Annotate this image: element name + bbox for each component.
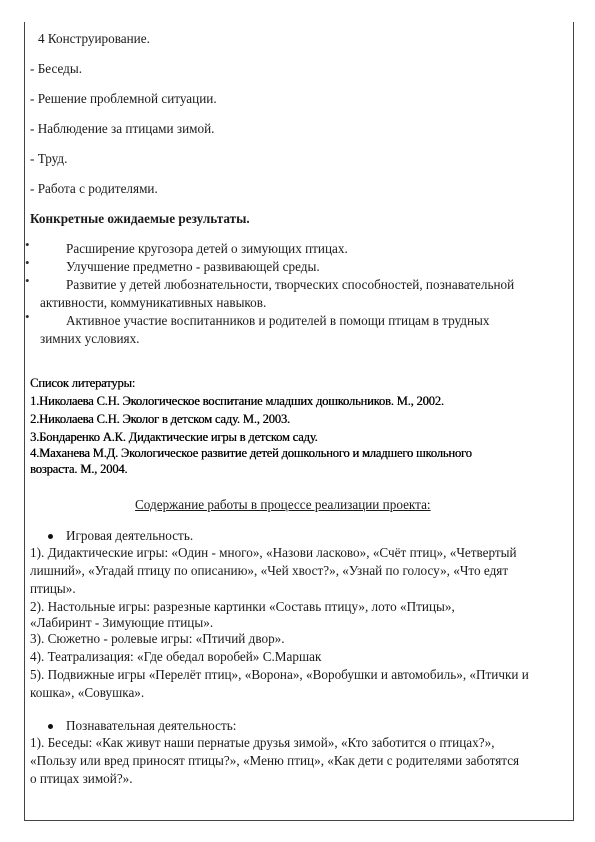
bullet-marker: • bbox=[25, 273, 30, 288]
bullet-dot bbox=[48, 724, 53, 729]
result-item-4: Активное участие воспитанников и родителей в помощи птицам в трудных bbox=[66, 313, 490, 328]
cognitive-line-3: о птицах зимой?». bbox=[30, 771, 133, 786]
result-item-1: Расширение кругозора детей о зимующих птицах. bbox=[66, 241, 348, 256]
cognitive-activity-heading: Познавательная деятельность: bbox=[66, 718, 237, 733]
result-item-3-cont: активности, коммуникативных навыков. bbox=[40, 295, 267, 310]
method-construction: 4 Конструирование. bbox=[38, 31, 150, 46]
literature-item-3: 3.Бондаренко А.К. Дидактические игры в детском саду. bbox=[30, 430, 318, 444]
literature-heading: Список литературы: bbox=[30, 376, 136, 390]
literature-item-4-cont: возраста. М., 2004. bbox=[30, 462, 128, 476]
bullet-dot bbox=[48, 534, 53, 539]
game-line-7: 4). Театрализация: «Где обедал воробей» С.Маршак bbox=[30, 649, 322, 664]
bullet-marker: • bbox=[25, 255, 30, 270]
content-title: Содержание работы в процессе реализации проекта: bbox=[135, 497, 431, 512]
game-line-2: лишний», «Угадай птицу по описанию», «Чей хвост?», «Узнай по голосу», «Что едят bbox=[30, 563, 509, 578]
game-line-8: 5). Подвижные игры «Перелёт птиц», «Ворона», «Воробушки и автомобиль», «Птички и bbox=[30, 667, 529, 682]
result-item-2: Улучшение предметно - развивающей среды. bbox=[66, 259, 320, 274]
literature-item-2: 2.Николаева С.Н. Эколог в детском саду. М., 2003. bbox=[30, 412, 290, 426]
cognitive-line-2: «Пользу или вред приносят птицы?», «Меню птиц», «Как дети с родителями заботятся bbox=[30, 753, 520, 768]
game-line-4: 2). Настольные игры: разрезные картинки «Составь птицу», лото «Птицы», bbox=[30, 599, 455, 614]
game-activity-heading: Игровая деятельность. bbox=[66, 528, 194, 543]
method-talks: - Беседы. bbox=[30, 61, 83, 76]
game-line-3: птицы». bbox=[30, 581, 76, 596]
method-bird-observation: - Наблюдение за птицами зимой. bbox=[30, 121, 215, 136]
bullet-marker: • bbox=[25, 309, 30, 324]
game-line-6: 3). Сюжетно - ролевые игры: «Птичий двор». bbox=[30, 631, 285, 646]
game-line-1: 1). Дидактические игры: «Один - много», «Назови ласково», «Счёт птиц», «Четвертый bbox=[30, 545, 517, 560]
method-problem-solving: - Решение проблемной ситуации. bbox=[30, 91, 217, 106]
literature-item-4: 4.Маханева М.Д. Экологическое развитие детей дошкольного и младшего школьного bbox=[30, 446, 472, 460]
bullet-marker: • bbox=[25, 237, 30, 252]
result-item-3: Развитие у детей любознательности, творческих способностей, познавательной bbox=[66, 277, 515, 292]
cognitive-line-1: 1). Беседы: «Как живут наши пернатые друзья зимой», «Кто заботится о птицах?», bbox=[30, 735, 495, 750]
result-item-4-cont: зимних условиях. bbox=[40, 331, 140, 346]
results-heading: Конкретные ожидаемые результаты. bbox=[30, 211, 250, 226]
method-parents: - Работа с родителями. bbox=[30, 181, 158, 196]
game-line-5: «Лабиринт - Зимующие птицы». bbox=[30, 615, 214, 630]
literature-item-1: 1.Николаева С.Н. Экологическое воспитание младших дошкольников. М., 2002. bbox=[30, 394, 444, 408]
method-labor: - Труд. bbox=[30, 151, 68, 166]
game-line-9: кошка», «Совушка». bbox=[30, 685, 145, 700]
